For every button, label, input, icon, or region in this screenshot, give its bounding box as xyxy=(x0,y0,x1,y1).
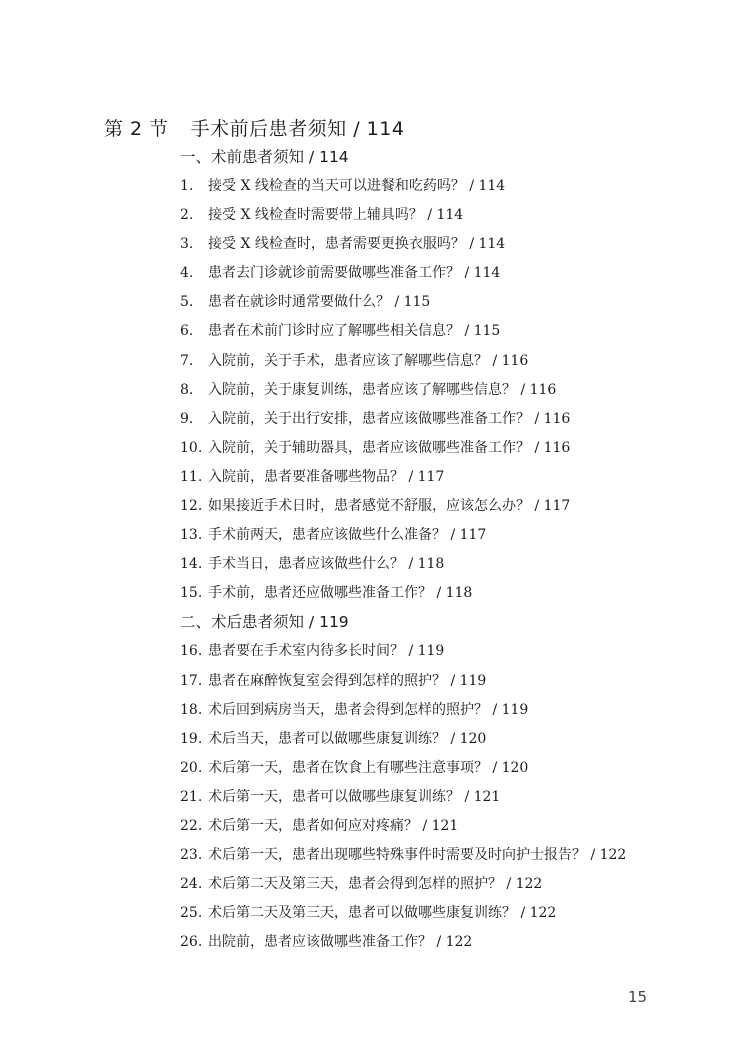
toc-entry[interactable] xyxy=(180,579,700,608)
entry-number: 20. xyxy=(180,759,203,776)
entry-number: 22. xyxy=(180,817,203,834)
entry-text: 患者在麻醉恢复室会得到怎样的照护？ / 119 xyxy=(208,672,487,689)
entry-text: 接受 X 线检查时需要带上辅具吗？ / 114 xyxy=(208,207,464,224)
entry-text: 术后第二天及第三天，患者会得到怎样的照护？ / 122 xyxy=(208,876,543,893)
toc-entry[interactable] xyxy=(180,347,700,376)
entry-text: 入院前，患者要准备哪些物品？ / 117 xyxy=(208,468,445,485)
entry-number: 2. xyxy=(180,207,194,224)
entry-number: 16. xyxy=(180,643,203,660)
entry-text: 术后第一天，患者如何应对疼痛？ / 121 xyxy=(208,817,459,834)
entry-text: 接受 X 线检查时，患者需要更换衣服吗？ / 114 xyxy=(208,236,506,253)
toc-entry[interactable] xyxy=(180,201,700,230)
entry-text: 入院前，关于出行安排，患者应该做哪些准备工作？ / 116 xyxy=(208,410,571,427)
toc-entry[interactable] xyxy=(180,928,700,957)
toc-entry[interactable] xyxy=(180,492,700,521)
entry-text: 患者要在手术室内待多长时间？ / 119 xyxy=(208,643,445,660)
section-title-text: 手术前后患者须知 / 114 xyxy=(190,118,405,140)
entry-number: 26. xyxy=(180,934,203,951)
toc-entry[interactable] xyxy=(180,172,700,201)
toc-entry[interactable] xyxy=(180,783,700,812)
entry-text: 出院前，患者应该做哪些准备工作？ / 122 xyxy=(208,934,473,951)
entry-text: 术后当天，患者可以做哪些康复训练？ / 120 xyxy=(208,730,487,747)
toc-entry[interactable] xyxy=(180,725,700,754)
entry-number: 9. xyxy=(180,410,194,427)
toc-entry[interactable] xyxy=(180,317,700,346)
toc-entry[interactable] xyxy=(180,899,700,928)
toc-entry[interactable] xyxy=(180,696,700,725)
entry-text: 入院前，关于康复训练，患者应该了解哪些信息？ / 116 xyxy=(208,381,557,398)
entry-text: 手术前两天，患者应该做些什么准备？ / 117 xyxy=(208,527,487,544)
entry-number: 7. xyxy=(180,352,194,369)
entry-number: 25. xyxy=(180,905,203,922)
entry-text: 手术前，患者还应做哪些准备工作？ / 118 xyxy=(208,585,473,602)
entry-number: 19. xyxy=(180,730,203,747)
entry-number: 4. xyxy=(180,265,194,282)
toc-entry[interactable] xyxy=(180,870,700,899)
entry-number: 17. xyxy=(180,672,203,689)
entry-number: 10. xyxy=(180,439,203,456)
entry-text: 患者在就诊时通常要做什么？ / 115 xyxy=(208,294,431,311)
entry-text: 术后第一天，患者在饮食上有哪些注意事项？ / 120 xyxy=(208,759,529,776)
entry-text: 入院前，关于辅助器具，患者应该做哪些准备工作？ / 116 xyxy=(208,439,571,456)
toc-entry[interactable] xyxy=(180,550,700,579)
entry-number: 24. xyxy=(180,876,203,893)
toc-entry[interactable] xyxy=(180,376,700,405)
toc-entry[interactable] xyxy=(180,667,700,696)
entry-text: 术后第二天及第三天，患者可以做哪些康复训练？ / 122 xyxy=(208,905,557,922)
toc-entry[interactable] xyxy=(180,288,700,317)
toc-entry[interactable] xyxy=(180,259,700,288)
toc-entry[interactable] xyxy=(180,841,700,870)
toc-entry[interactable] xyxy=(180,405,700,434)
toc-entry[interactable] xyxy=(180,637,700,666)
entry-number: 1. xyxy=(180,178,194,194)
page-number: 15 xyxy=(628,988,648,1006)
entry-number: 11. xyxy=(180,468,203,485)
entry-number: 15. xyxy=(180,585,203,602)
entry-number: 5. xyxy=(180,294,194,311)
toc-entry[interactable] xyxy=(180,521,700,550)
entry-number: 12. xyxy=(180,498,203,515)
toc-entry[interactable] xyxy=(180,463,700,492)
entry-number: 8. xyxy=(180,381,194,398)
entry-number: 18. xyxy=(180,701,203,718)
toc-entry[interactable] xyxy=(180,754,700,783)
entry-text: 术后第一天，患者可以做哪些康复训练？ / 121 xyxy=(208,788,501,805)
entry-number: 13. xyxy=(180,527,203,544)
entry-number: 23. xyxy=(180,847,203,864)
entry-text: 术后第一天，患者出现哪些特殊事件时需要及时向护士报告？ / 122 xyxy=(208,847,627,864)
toc-entry[interactable] xyxy=(180,434,700,463)
entry-number: 14. xyxy=(180,556,203,573)
entry-text: 如果接近手术日时，患者感觉不舒服，应该怎么办？ / 117 xyxy=(208,498,571,515)
toc-entry[interactable] xyxy=(180,812,700,841)
entry-number: 3. xyxy=(180,236,194,253)
section-title xyxy=(104,114,404,141)
group-heading-postop[interactable]: 二、术后患者须知 / 119 xyxy=(180,613,349,632)
entry-number: 6. xyxy=(180,323,194,340)
entry-text: 入院前，关于手术，患者应该了解哪些信息？ / 116 xyxy=(208,352,529,369)
entry-text: 术后回到病房当天，患者会得到怎样的照护？ / 119 xyxy=(208,701,529,718)
entry-text: 患者在术前门诊时应了解哪些相关信息？ / 115 xyxy=(208,323,501,340)
table-of-contents xyxy=(180,143,700,957)
entry-text: 手术当日，患者应该做些什么？ / 118 xyxy=(208,556,445,573)
entry-number: 21. xyxy=(180,788,203,805)
entry-text: 患者去门诊就诊前需要做哪些准备工作？ / 114 xyxy=(208,265,501,282)
entry-text: 接受 X 线检查的当天可以进餐和吃药吗？ / 114 xyxy=(208,178,506,194)
section-number: 第 2 节 xyxy=(104,118,169,140)
group-heading-preop[interactable]: 一、术前患者须知 / 114 xyxy=(180,148,349,166)
toc-entry[interactable] xyxy=(180,230,700,259)
